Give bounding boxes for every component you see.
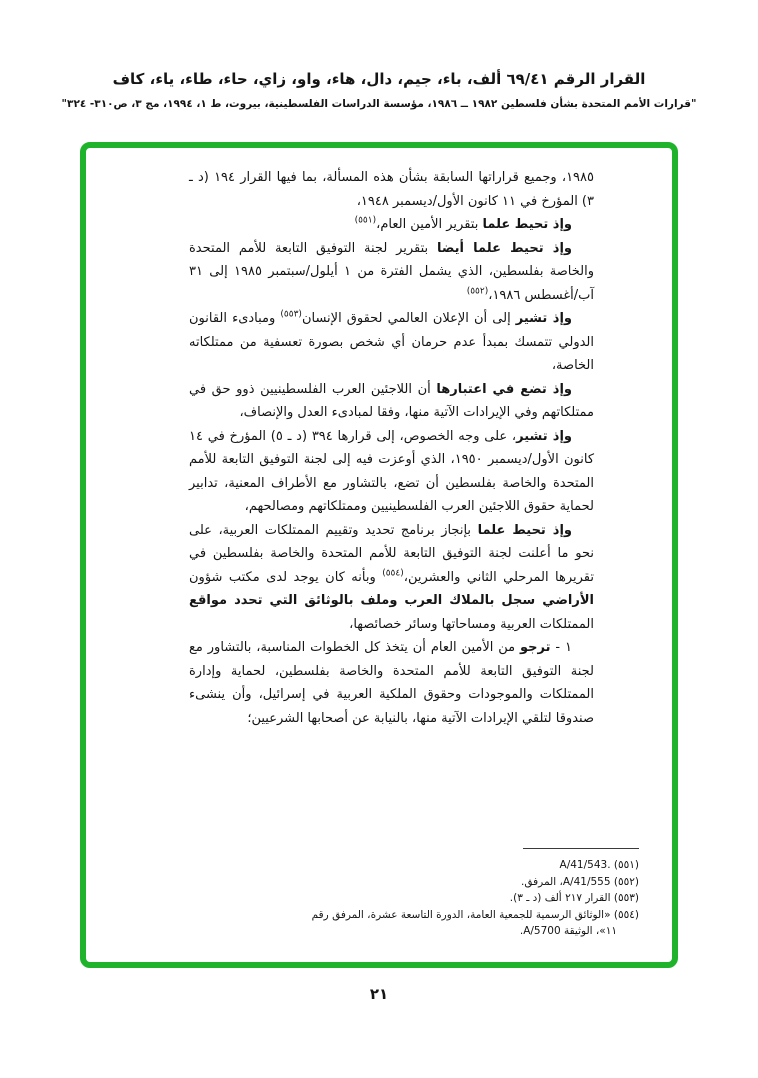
footnote: [289, 857, 639, 874]
text-segment: ، على وجه الخصوص، إلى قرارها ٣٩٤ (د ـ ٥) المؤرخ في ١٤ كانون الأول/ديسمبر ١٩٥٠، الذي أوعزت فيه إلى لجنة التوفيق التابعة للأمم المتحدة والخاصة بفلسطين أن تضع، بالتشاور مع الأطراف المعنية، تدابير لحماية حقوق اللاجئين العرب الفلسطينيين وممتلكاتهم ومصالحهم،: [189, 428, 595, 514]
paragraph: [189, 166, 594, 213]
text-segment: (٥٥٤) «الوثائق الرسمية للجمعية العامة، الدورة التاسعة عشرة، المرفق رقم ١١»، الوثيقة: [311, 908, 639, 937]
text-segment: بتقرير لجنة التوفيق التابعة للأمم المتحدة والخاصة بفلسطين، الذي يشمل الفترة من ١ أيلول/سبتمبر ١٩٨٥ إلى ٣١ آب/أغسطس ١٩٨٦،: [189, 240, 594, 303]
text-segment: (٥٥١): [610, 859, 639, 871]
text-segment: وإذ تضع في اعتبارها: [436, 381, 572, 397]
resolution-title: القرار الرقم ٦٩/٤١ ألف، باء، جيم، دال، هاء، واو، زاي، حاء، طاء، ياء، كاف: [112, 70, 646, 88]
text-segment: ١ -: [550, 640, 572, 655]
paragraph: [189, 636, 594, 730]
text-segment: وإذ تحيط علما: [477, 522, 572, 538]
document-header: [0, 70, 758, 110]
text-segment: الأراضي سجل بالملاك العرب وملف بالوثائق التي تحدد مواقع: [189, 593, 594, 608]
text-segment: وإذ تشير: [516, 428, 572, 444]
page-number: ٢١: [369, 985, 389, 1003]
text-segment: وإذ تشير: [515, 311, 572, 326]
text-segment: ومبادىء القانون الدولي تتمسك بمبدأ عدم حرمان أي شخص بصورة تعسفية من ممتلكاته الخاصة،: [189, 311, 594, 373]
text-segment: بإنجاز برنامج تحديد وتقييم الممتلكات العربية، على نحو ما أعلنت لجنة التوفيق التابعة للأمم المتحدة والخاصة بفلسطين في تقريرها المرحلي الثاني والعشرين،: [189, 522, 594, 585]
footnote-ref: (٥٥٢): [466, 286, 489, 297]
paragraph: [189, 213, 594, 237]
text-segment: A/41/543.: [559, 859, 611, 871]
footnote-separator: [523, 848, 639, 849]
paragraph: [189, 237, 594, 308]
footnote: [289, 890, 639, 907]
text-segment: الممتلكات العربية ومساحاتها وسائر خصائصها،: [349, 616, 594, 632]
text-segment: وبأنه كان يوجد لدى مكتب شؤون: [189, 569, 383, 585]
text-segment: A/5700: [523, 925, 561, 937]
footnote-list: [289, 857, 639, 940]
text-segment: ١٩٨٥، وجميع قراراتها السابقة بشأن هذه المسألة، بما فيها القرار ١٩٤ (د ـ ٣) المؤرخ في ١١ كانون الأول/ديسمبر ١٩٤٨،: [189, 170, 594, 209]
footnote: [289, 907, 639, 940]
paragraph: [189, 307, 594, 378]
text-segment: إلى أن الإعلان العالمي لحقوق الإنسان: [301, 311, 516, 326]
text-segment: ترجو: [520, 640, 551, 655]
footnotes-section: [289, 848, 639, 940]
text-segment: .: [519, 925, 524, 937]
text-segment: وإذ تحيط علما: [482, 217, 572, 232]
text-segment: ، المرفق.: [521, 875, 563, 888]
highlight-box: [80, 142, 678, 968]
footnote-ref: (٥٥٣): [280, 309, 302, 320]
paragraph: [189, 519, 594, 637]
text-segment: أن اللاجئين العرب الفلسطينيين ذوو حق في ممتلكاتهم وفي الإيرادات الآتية منها، وفقا لمبادىء العدل والإنصاف،: [189, 381, 594, 420]
source-citation: "قرارات الأمم المتحدة بشأن فلسطين ١٩٨٢ ــ ١٩٨٦، مؤسسة الدراسات الفلسطينية، بيروت، ط ١، ١٩٩٤، مج ٣، ص٣١٠- ٣٢٤": [61, 98, 697, 110]
body-text: [189, 166, 594, 730]
footnote: [289, 874, 639, 891]
footnote-ref: (٥٥١): [354, 215, 377, 226]
footnote-ref: (٥٥٤): [382, 568, 404, 579]
text-segment: (٥٥٣) القرار ٢١٧ ألف (د ـ ٣).: [509, 892, 639, 904]
text-segment: وإذ تحيط علما أيضا: [436, 240, 573, 256]
text-segment: A/41/555: [562, 875, 611, 888]
text-segment: بتقرير الأمين العام،: [376, 217, 483, 232]
text-segment: من الأمين العام أن يتخذ كل الخطوات المناسبة، بالتشاور مع لجنة التوفيق التابعة للأمم المتحدة والخاصة بفلسطين، لحماية وإدارة الممتلكات والموجودات وحقوق الملكية العربية في إسرائيل، وأن ينشىء صندوقا لتلقي الإيرادات الآتية منها، بالنيابة عن أصحابها الشرعيين؛: [189, 640, 594, 726]
paragraph: [189, 378, 594, 425]
text-segment: (٥٥٢): [610, 875, 639, 888]
paragraph: [189, 425, 594, 519]
